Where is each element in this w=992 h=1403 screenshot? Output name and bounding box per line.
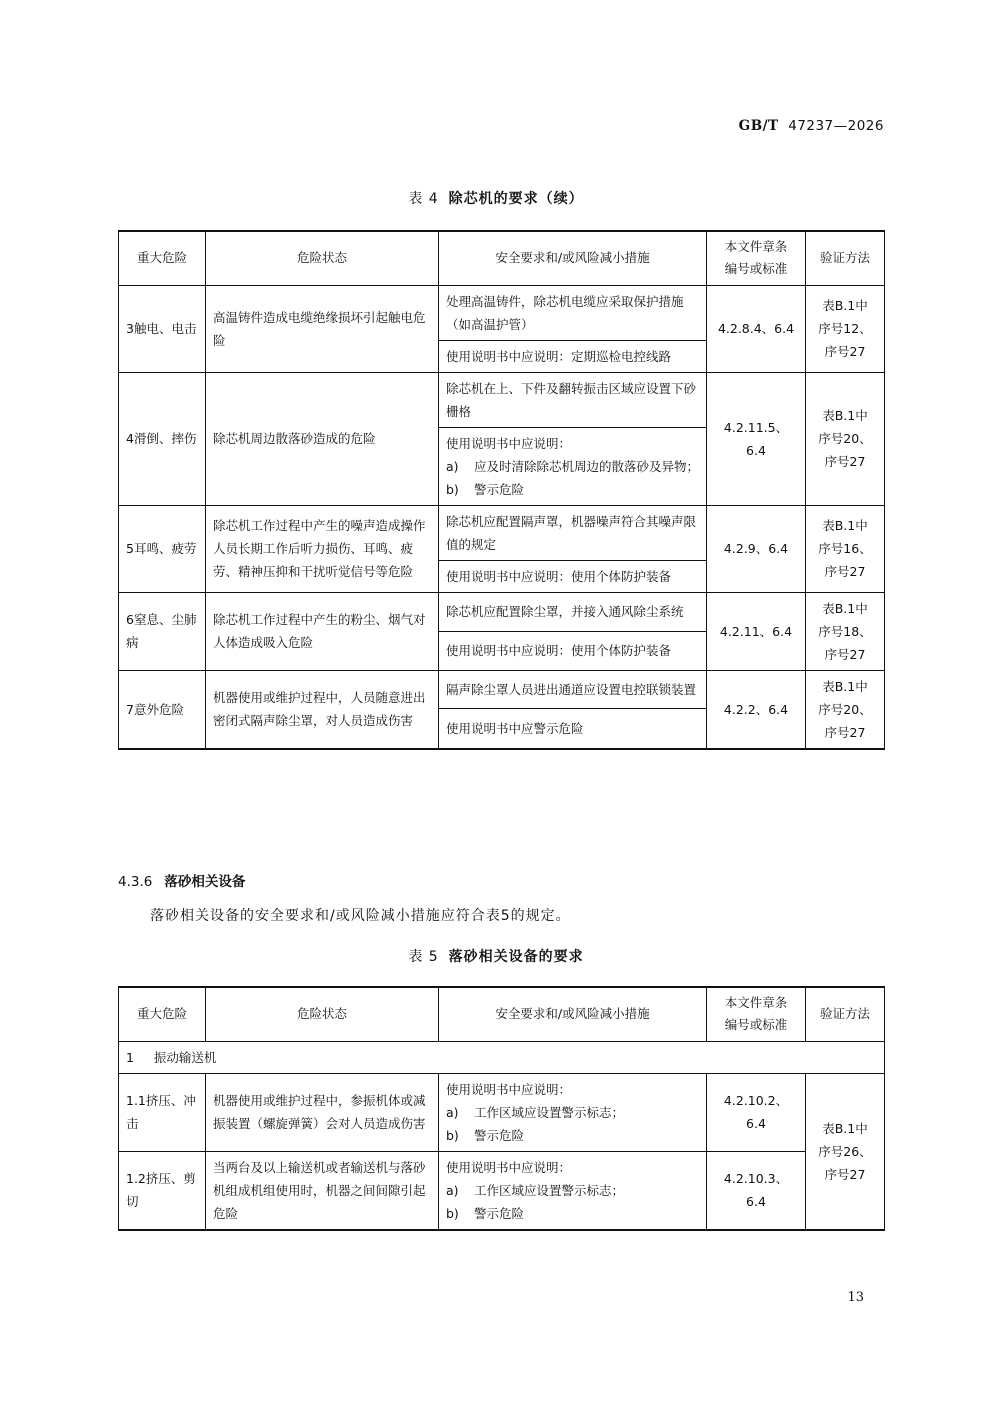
table4-caption-name: 除芯机的要求（续） xyxy=(448,191,584,207)
measure-cell: 处理高温铸件，除芯机电缆应采取保护措施（如高温护管） xyxy=(439,285,707,340)
table-row xyxy=(119,505,885,560)
table-row xyxy=(119,1073,885,1151)
body-paragraph: 落砂相关设备的安全要求和/或风险减小措施应符合表5的规定。 xyxy=(150,908,571,924)
hazard-cell: 1.2挤压、剪切 xyxy=(119,1151,206,1230)
item-text: 工作区域应设置警示标志； xyxy=(474,1104,625,1120)
clause-cell: 4.2.10.2、6.4 xyxy=(707,1073,806,1151)
item-mark: b) xyxy=(446,1127,459,1143)
verify-cell xyxy=(806,592,885,670)
header-clause-line2: 编号或标准 xyxy=(724,261,788,277)
verify-line: 序号20、 xyxy=(818,701,872,717)
page-number: 13 xyxy=(847,1290,864,1305)
measure-cell: 除芯机在上、下件及翻转振击区域应设置下砂栅格 xyxy=(439,372,707,427)
item-mark: a) xyxy=(446,1182,459,1198)
table4-caption xyxy=(0,188,992,208)
group-cell xyxy=(119,1041,885,1073)
measure-cell xyxy=(439,1151,707,1230)
standard-number: 47237—2026 xyxy=(788,118,884,134)
measure-cell: 使用说明书中应说明：使用个体防护装备 xyxy=(439,560,707,592)
header-measures: 安全要求和/或风险减小措施 xyxy=(439,231,707,285)
verify-line: 序号16、 xyxy=(818,541,872,556)
group-number: 1 xyxy=(126,1049,134,1065)
verify-line: 表B.1中 xyxy=(822,408,868,423)
table4 xyxy=(118,230,885,750)
measure-intro: 使用说明书中应说明： xyxy=(446,1159,572,1175)
table5-caption-name: 落砂相关设备的要求 xyxy=(448,949,584,965)
section-heading xyxy=(118,870,245,890)
item-text: 警示危险 xyxy=(474,1127,525,1143)
hazard-cell: 1.1挤压、冲击 xyxy=(119,1073,206,1151)
verify-line: 序号20、 xyxy=(818,431,872,446)
verify-line: 序号27 xyxy=(824,564,866,579)
measure-list-item xyxy=(446,1101,699,1124)
verify-line: 序号12、 xyxy=(818,321,872,336)
verify-cell xyxy=(806,285,885,372)
item-text: 警示危险 xyxy=(474,481,525,497)
clause-cell: 4.2.10.3、6.4 xyxy=(707,1151,806,1230)
clause-cell: 4.2.11.5、6.4 xyxy=(707,372,806,505)
hazard-cell: 5耳鸣、疲劳 xyxy=(119,505,206,592)
measure-cell: 使用说明书中应说明：使用个体防护装备 xyxy=(439,631,707,670)
state-cell: 机器使用或维护过程中，人员随意进出密闭式隔声除尘罩，对人员造成伤害 xyxy=(206,670,439,749)
header-state: 危险状态 xyxy=(206,231,439,285)
state-cell: 除芯机工作过程中产生的噪声造成操作人员长期工作后听力损伤、耳鸣、疲劳、精神压抑和干扰听觉信号等危险 xyxy=(206,505,439,592)
table4-caption-number: 表 4 xyxy=(408,191,439,207)
table5-header-row xyxy=(119,987,885,1041)
measure-list-item xyxy=(446,478,699,501)
header-clause-line2: 编号或标准 xyxy=(724,1017,788,1033)
verify-line: 序号27 xyxy=(824,724,866,740)
header-hazard: 重大危险 xyxy=(119,231,206,285)
verify-cell xyxy=(806,505,885,592)
measure-cell xyxy=(439,427,707,505)
hazard-cell: 3触电、电击 xyxy=(119,285,206,372)
state-cell: 高温铸件造成电缆绝缘损坏引起触电危险 xyxy=(206,285,439,372)
verify-line: 表B.1中 xyxy=(822,298,868,313)
measure-cell xyxy=(439,1073,707,1151)
state-cell: 当两台及以上输送机或者输送机与落砂机组成机组使用时，机器之间间隙引起危险 xyxy=(206,1151,439,1230)
measure-list-item xyxy=(446,1124,699,1147)
measure-list-item xyxy=(446,1179,699,1202)
verify-line: 序号27 xyxy=(824,646,866,662)
table-row xyxy=(119,592,885,631)
header-state: 危险状态 xyxy=(206,987,439,1041)
measure-cell: 除芯机应配置隔声罩，机器噪声符合其噪声限值的规定 xyxy=(439,505,707,560)
item-text: 应及时清除除芯机周边的散落砂及异物； xyxy=(474,458,700,474)
clause-cell: 4.2.8.4、6.4 xyxy=(707,285,806,372)
measure-intro: 使用说明书中应说明： xyxy=(446,435,572,451)
header-clause xyxy=(707,987,806,1041)
section-number: 4.3.6 xyxy=(118,874,153,890)
measure-intro: 使用说明书中应说明： xyxy=(446,1081,572,1097)
verify-line: 序号18、 xyxy=(818,623,872,639)
section-title: 落砂相关设备 xyxy=(164,874,246,890)
item-mark: a) xyxy=(446,1104,459,1120)
item-text: 工作区域应设置警示标志； xyxy=(474,1182,625,1198)
state-cell: 机器使用或维护过程中，参振机体或减振装置（螺旋弹簧）会对人员造成伤害 xyxy=(206,1073,439,1151)
hazard-cell: 4滑倒、摔伤 xyxy=(119,372,206,505)
table-row xyxy=(119,670,885,709)
item-mark: b) xyxy=(446,481,459,497)
item-text: 警示危险 xyxy=(474,1205,525,1221)
hazard-cell: 7意外危险 xyxy=(119,670,206,749)
measure-list-item xyxy=(446,455,699,478)
table5-caption xyxy=(0,946,992,966)
table5-caption-number: 表 5 xyxy=(408,949,439,965)
verify-line: 序号27 xyxy=(824,344,866,359)
table-row xyxy=(119,1151,885,1230)
table-row xyxy=(119,372,885,427)
item-mark: a) xyxy=(446,458,459,474)
table-row xyxy=(119,285,885,340)
verify-line: 序号27 xyxy=(824,1166,866,1182)
measure-cell: 除芯机应配置除尘罩，并接入通风除尘系统 xyxy=(439,592,707,631)
measure-list-item xyxy=(446,1202,699,1225)
document-id xyxy=(739,118,884,134)
header-clause-line1: 本文件章条 xyxy=(724,239,788,255)
header-verify: 验证方法 xyxy=(806,231,885,285)
header-measures: 安全要求和/或风险减小措施 xyxy=(439,987,707,1041)
clause-cell: 4.2.11、6.4 xyxy=(707,592,806,670)
table4-header-row xyxy=(119,231,885,285)
verify-cell xyxy=(806,670,885,749)
verify-line: 表B.1中 xyxy=(822,600,868,616)
standard-code: GB/T xyxy=(738,118,779,134)
item-mark: b) xyxy=(446,1205,459,1221)
verify-line: 表B.1中 xyxy=(822,1120,868,1136)
verify-cell xyxy=(806,1073,885,1230)
group-name: 振动输送机 xyxy=(153,1049,217,1065)
verify-line: 序号27 xyxy=(824,454,866,469)
measure-cell: 使用说明书中应说明：定期巡检电控线路 xyxy=(439,340,707,372)
clause-cell: 4.2.2、6.4 xyxy=(707,670,806,749)
measure-cell: 使用说明书中应警示危险 xyxy=(439,709,707,749)
group-row xyxy=(119,1041,885,1073)
verify-line: 序号26、 xyxy=(818,1143,872,1159)
verify-line: 表B.1中 xyxy=(822,518,868,533)
header-hazard: 重大危险 xyxy=(119,987,206,1041)
table5 xyxy=(118,986,885,1231)
measure-cell: 隔声除尘罩人员进出通道应设置电控联锁装置 xyxy=(439,670,707,709)
verify-line: 表B.1中 xyxy=(822,678,868,694)
state-cell: 除芯机工作过程中产生的粉尘、烟气对人体造成吸入危险 xyxy=(206,592,439,670)
hazard-cell: 6窒息、尘肺病 xyxy=(119,592,206,670)
header-verify: 验证方法 xyxy=(806,987,885,1041)
clause-cell: 4.2.9、6.4 xyxy=(707,505,806,592)
verify-cell xyxy=(806,372,885,505)
header-clause-line1: 本文件章条 xyxy=(724,995,788,1011)
state-cell: 除芯机周边散落砂造成的危险 xyxy=(206,372,439,505)
header-clause xyxy=(707,231,806,285)
